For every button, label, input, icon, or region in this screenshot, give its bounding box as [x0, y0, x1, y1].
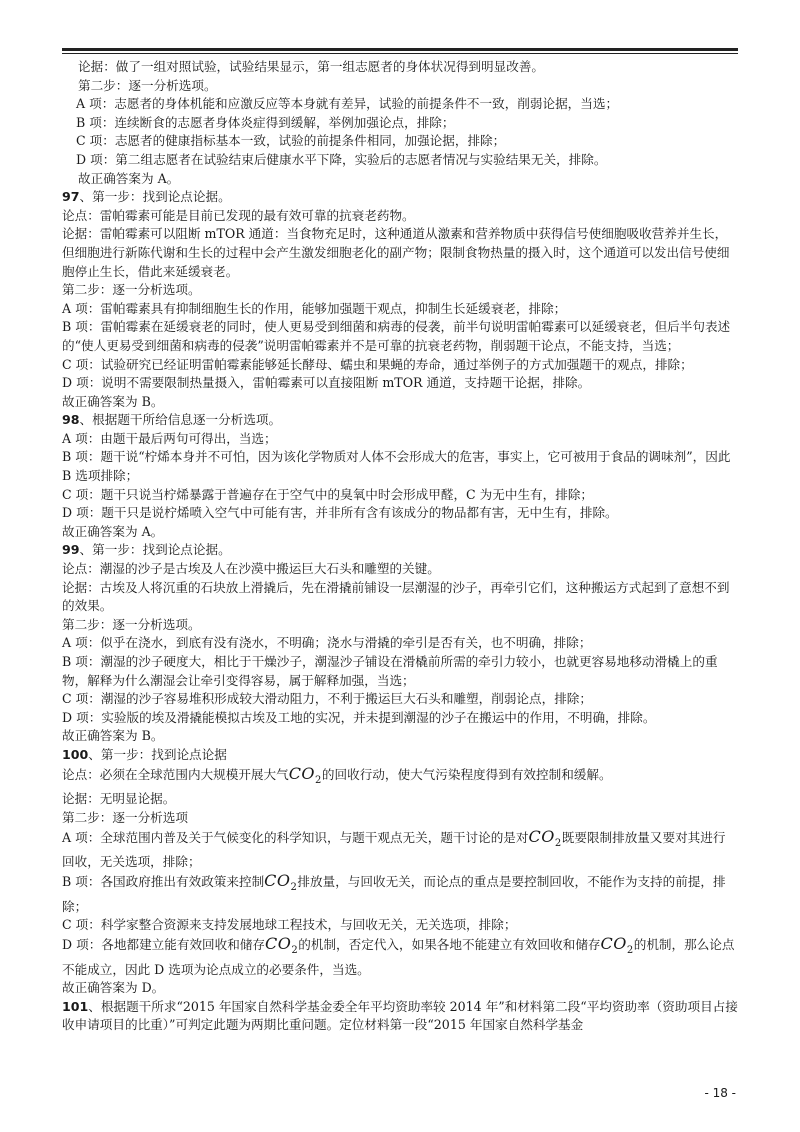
text-line: B 项：连续断食的志愿者身体炎症得到缓解，举例加强论点，排除； [76, 114, 455, 130]
text-line: A 项：似乎在浇水，到底有没有浇水，不明确；浇水与滑撬的牵引是否有关，也不明确，排除； [62, 635, 592, 651]
co2-formula: $CO_2$ [288, 763, 322, 786]
text-line: 故正确答案为 B。 [62, 728, 164, 744]
question-number: 98 [62, 412, 80, 428]
text-line: 论点：必须在全球范围内大规模开展大气$CO_2$的回收行动，使大气污染程度得到有效控制和缓解。 [62, 763, 612, 786]
text-line: D 项：第二组志愿者在试验结束后健康水平下降，实验后的志愿者情况与实验结果无关，排除。 [76, 151, 607, 167]
question-number: 101 [62, 998, 89, 1014]
question-number: 100 [62, 746, 89, 762]
text-line: 故正确答案为 A。 [78, 170, 180, 186]
text-line: 第二步：逐一分析选项。 [62, 616, 201, 632]
question-heading: 101、根据题干所求“2015 年国家自然科学基金委全年平均资助率较 2014 年”和材料第二段“平均资助率（资助项目占接收申请项目的比重）”可判定此题为两期比重问题。定位材料第一段“2015 年国家自然科学基金 [62, 998, 738, 1033]
co2-formula: $CO_2$ [600, 933, 634, 957]
text-line: 故正确答案为 B。 [62, 393, 164, 409]
text-line: C 项：题干只说当柠烯暴露于普遍存在于空气中的臭氧中时会形成甲醛，C 为无中生有，排除； [62, 486, 594, 502]
text-line: 第二步：逐一分析选项。 [78, 77, 217, 93]
question-number: 99 [62, 542, 80, 558]
text-line: A 项：由题干最后两句可得出，当选； [62, 430, 277, 446]
text-line: B 项：题干说“柠烯本身并不可怕，因为该化学物质对人体不会形成大的危害，事实上，它可被用于食品的调味剂”，因此 B 选项排除； [62, 449, 731, 484]
text-line: 故正确答案为 A。 [62, 523, 164, 539]
text-line: 论据：古埃及人将沉重的石块放上滑撬后，先在滑撬前铺设一层潮湿的沙子，再牵引它们，这种搬运方式起到了意想不到的效果。 [62, 579, 730, 614]
document-body [62, 58, 738, 1035]
text-line: 第二步：逐一分析选项 [62, 809, 188, 825]
text-line: D 项：各地都建立能有效回收和储存$CO_2$的机制，否定代入，如果各地不能建立有效回收和储存$CO_2$的机制，那么论点不能成立，因此 D 选项为论点成立的必要条件，当选。 [62, 933, 735, 977]
text-line: A 项：志愿者的身体机能和应激反应等本身就有差异，试验的前提条件不一致，削弱论据，当选； [76, 96, 619, 112]
text-line: B 项：潮湿的沙子硬度大，相比于干燥沙子，潮湿沙子铺设在滑橇前所需的牵引力较小，也就更容易地移动滑橇上的重物，解释为什么潮湿会让牵引变得容易，属于解释加强，当选； [62, 654, 718, 688]
header-rule-thick [62, 48, 738, 51]
text-line: 论据：无明显论据。 [62, 791, 176, 807]
text-line: C 项：试验研究已经证明雷帕霉素能够延长酵母、蠕虫和果蝇的寿命，通过举例子的方式加强题干的观点，排除； [62, 356, 693, 372]
text-line: 论据：做了一组对照试验，试验结果显示，第一组志愿者的身体状况得到明显改善。 [78, 59, 544, 74]
text-line: 论点：雷帕霉素可能是目前已发现的最有效可靠的抗衰老药物。 [62, 207, 415, 223]
co2-formula: $CO_2$ [528, 826, 562, 849]
question-heading: 100、第一步：找到论点论据 [62, 746, 227, 762]
question-heading: 99、第一步：找到论点论据。 [62, 542, 231, 558]
text-line: A 项：全球范围内普及关于气候变化的科学知识，与题干观点无关，题干讨论的是对$CO_2$既要限制排放量又要对其进行回收，无关选项，排除； [62, 826, 726, 870]
co2-formula: $CO_2$ [265, 933, 299, 957]
question-heading: 97、第一步：找到论点论据。 [62, 189, 231, 205]
text-line: C 项：科学家整合资源来支持发展地球工程技术，与回收无关，无关选项，排除； [62, 917, 517, 933]
text-line: 论点：潮湿的沙子是古埃及人在沙漠中搬运巨大石头和雕塑的关键。 [62, 561, 440, 577]
text-line: D 项：说明不需要限制热量摄入，雷帕霉素可以直接阻断 mTOR 通道，支持题干论据，排除。 [62, 375, 591, 391]
text-line: C 项：潮湿的沙子容易堆积形成较大滑动阻力，不利于搬运巨大石头和雕塑，削弱论点，排除； [62, 691, 592, 707]
question-number: 97 [62, 189, 80, 205]
text-line: B 项：各国政府推出有效政策来控制$CO_2$排放量，与回收无关，而论点的重点是要控制回收，不能作为支持的前提，排除； [62, 870, 726, 914]
text-line: 论据：雷帕霉素可以阻断 mTOR 通道：当食物充足时，这种通道从激素和营养物质中获得信号使细胞吸收营养并生长，但细胞进行新陈代谢和生长的过程中会产生激发细胞老化的副产物；限制食物热量的摄入时，这个通道可以发出信号使细胞停止生长，借此来延缓衰老。 [62, 226, 730, 279]
text-line: D 项：实验版的埃及滑撬能模拟古埃及工地的实况，并未提到潮湿的沙子在搬运中的作用，不明确，排除。 [62, 709, 656, 725]
text-line: B 项：雷帕霉素在延缓衰老的同时，使人更易受到细菌和病毒的侵袭，前半句说明雷帕霉素可以延缓衰老，但后半句表述的“使人更易受到细菌和病毒的侵袭”说明雷帕霉素并不是可靠的抗衰老药物，削弱题干论点，不能支持，当选； [62, 319, 731, 353]
text-line: C 项：志愿者的健康指标基本一致，试验的前提条件相同，加强论据，排除； [76, 133, 506, 149]
text-line: A 项：雷帕霉素具有抑制细胞生长的作用，能够加强题干观点，抑制生长延缓衰老，排除； [62, 300, 567, 316]
co2-formula: $CO_2$ [264, 870, 298, 894]
question-heading: 98、根据题干所给信息逐一分析选项。 [62, 412, 282, 428]
text-line: D 项：题干只是说柠烯喷入空气中可能有害，并非所有含有该成分的物品都有害，无中生有，排除。 [62, 505, 618, 521]
text-line: 故正确答案为 D。 [62, 980, 165, 996]
text-line: 第二步：逐一分析选项。 [62, 282, 201, 298]
header-rule-thin [62, 53, 738, 54]
page-number: - 18 - [704, 1086, 736, 1100]
